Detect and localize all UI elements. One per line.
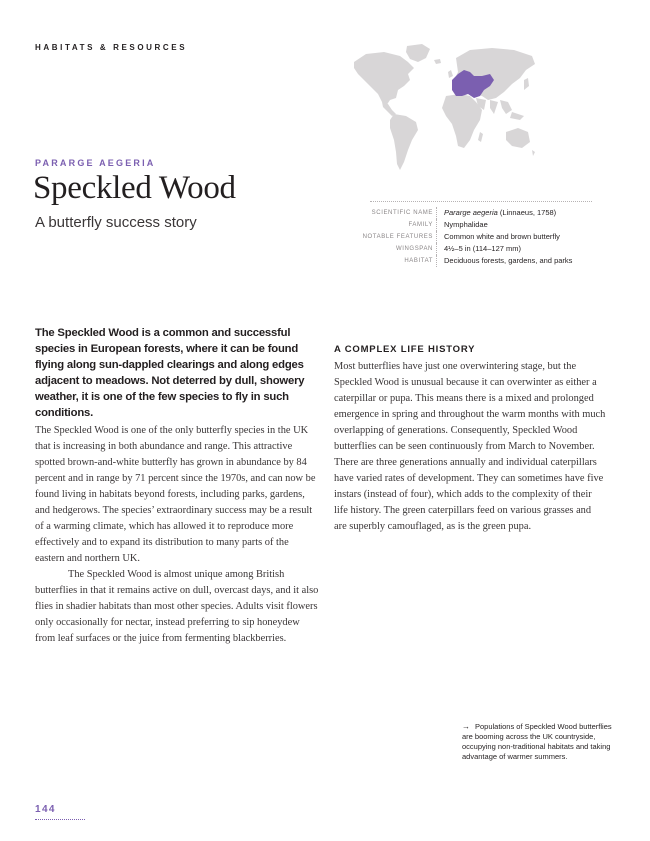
fact-label: WINGSPAN	[395, 246, 433, 252]
fact-value	[440, 207, 600, 219]
body-column-right	[334, 359, 606, 535]
fact-label: FAMILY	[408, 222, 433, 228]
fact-label: NOTABLE FEATURES	[362, 234, 433, 240]
photo-caption	[462, 722, 614, 762]
fact-row-notable-features	[300, 231, 600, 243]
intro-paragraph: The Speckled Wood is a common and successful species in European forests, where it can be found flying along sun-dappled clearings and along edges adjacent to meadows. Not deterred by dull, showery weather, it is one of the few species to fly in such conditions.	[35, 327, 305, 419]
section-heading: A COMPLEX LIFE HISTORY	[334, 344, 476, 355]
caption-text: Populations of Speckled Wood butterflies are booming across the UK countryside, occupying non-traditional habitats and taking advantage of warmer summers.	[462, 722, 612, 761]
fact-table	[300, 207, 600, 267]
scientific-name: Pararge aegeria	[444, 208, 498, 217]
fact-label: SCIENTIFIC NAME	[371, 210, 433, 216]
scientific-authority: (Linnaeus, 1758)	[497, 208, 557, 217]
section-header: HABITATS & RESOURCES	[35, 43, 188, 52]
fact-row-scientific-name	[300, 207, 600, 219]
fact-value: Nymphalidae	[444, 220, 488, 229]
fact-row-habitat	[300, 255, 600, 267]
body-paragraph: The Speckled Wood is one of the only butterfly species in the UK that is increasing in both abundance and range. This attractive spotted brown-and-white butterfly has grown in abundance by 84 percent and in range by 71 percent since the 1970s, and can now be found living in habitats beyond forests, including parks, gardens, and hedgerows. The species’ extraordinary success may be a result of a warming climate, which has allowed it to reproduce more effectively and to expand its distribution to many parts of the eastern and northern UK.	[35, 425, 316, 564]
fact-value: Deciduous forests, gardens, and parks	[444, 256, 573, 265]
world-map-icon	[352, 40, 537, 175]
facts-divider	[370, 201, 592, 202]
body-column-left	[35, 423, 319, 647]
fact-value: 4½–5 in (114–127 mm)	[444, 244, 521, 253]
species-kicker: PARARGE AEGERIA	[35, 158, 156, 168]
fact-row-wingspan	[300, 243, 600, 255]
body-paragraph: The Speckled Wood is almost unique among British butterflies in that it remains active on dull, overcast days, and it also flies in shadier habitats than most other species. Adults visit flowers only occasionally for nectar, instead preferring to sip honeydew from leaf surfaces or the juice from fermenting blackberries.	[35, 569, 319, 644]
fact-label: HABITAT	[404, 258, 433, 264]
page-title: Speckled Wood	[33, 170, 236, 206]
fact-value: Common white and brown butterfly	[444, 232, 560, 241]
page-subtitle: A butterfly success story	[35, 214, 197, 231]
body-paragraph: Most butterflies have just one overwintering stage, but the Speckled Wood is unusual because it can overwinter as either a caterpillar or pupa. This means there is a mixed and prolonged emergence in spring and throughout the warm months with much overlapping of generations. Consequently, Speckled Wood butterflies can be seen continuously from March to November. There are three generations annually and individual caterpillars have varied rates of development. They can sometimes have five instars (instead of four), which adds to the complexity of their life history. The green caterpillars feed on various grasses and are superbly camouflaged, as is the green pupa.	[334, 361, 606, 532]
fact-row-family	[300, 219, 600, 231]
page-number: 144	[35, 804, 56, 815]
arrow-right-icon: →	[462, 722, 470, 731]
page-number-rule	[35, 819, 85, 820]
